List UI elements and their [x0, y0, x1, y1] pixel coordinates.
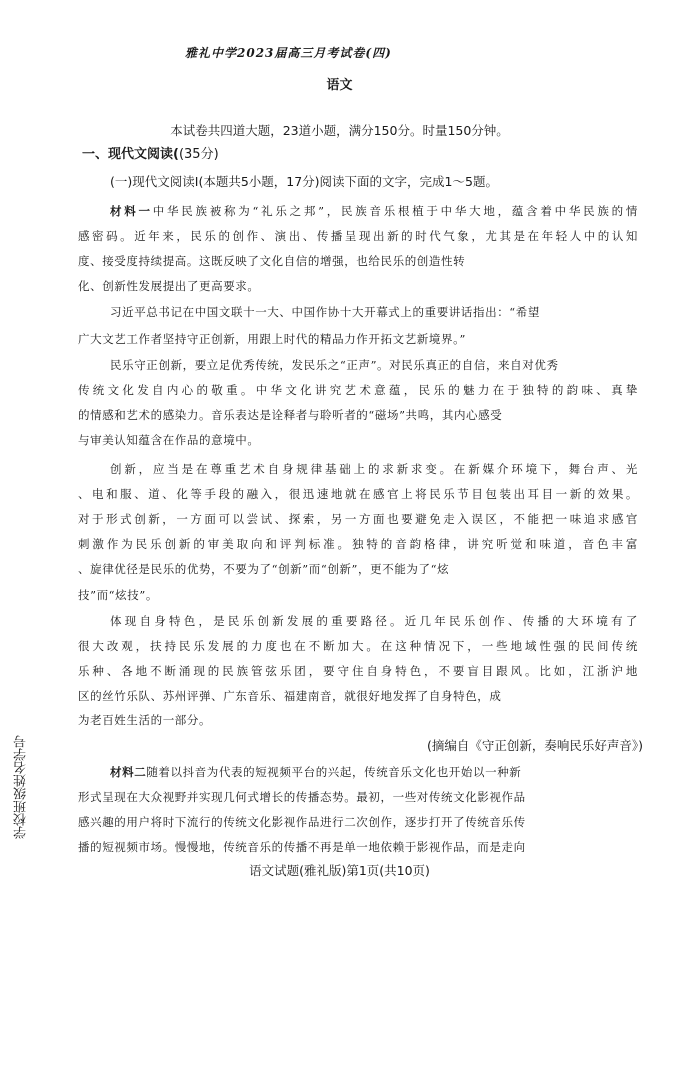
page-footer: 语文试题(雅礼版)第1页(共10页) [249, 863, 430, 878]
material1-line: 技”而“炫技”。 [78, 588, 158, 602]
material1-line: 传统文化发自内心的敬重。中华文化讲究艺术意蕴，民乐的魅力在于独特的韵味、真挚 [78, 383, 638, 397]
material1-line: 感密码。近年来，民乐的创作、演出、传播呈现出新的时代气象，尤其是在年轻人中的认知 [78, 229, 638, 243]
material1-line: 、电和服、道、化等手段的融入，很迅速地就在感官上将民乐节目包装出耳目一新的效果。 [78, 487, 638, 501]
material1-line: 民乐守正创新，要立足优秀传统，发民乐之“正声”。对民乐真正的自信，来自对优秀 [110, 358, 559, 372]
material1-line: 广大文艺工作者坚持守正创新，用跟上时代的精品力作开拓文艺新境界。” [78, 332, 466, 346]
material2-line: 形式呈现在大众视野并实现几何式增长的传播态势。最初，一些对传统文化影视作品 [78, 790, 526, 804]
material1-line: 度、接受度持续提高。这既反映了文化自信的增强，也给民乐的创造性转 [78, 254, 466, 268]
material1-line: 对于形式创新，一方面可以尝试、探索，另一方面也要避免走入误区，不能把一味追求感官 [78, 512, 638, 526]
material2-label: 材料二 [110, 765, 147, 779]
material1-line: 的情感和艺术的感染力。音乐表达是诠释者与聆听者的“磁场”共鸣，其内心感受 [78, 408, 503, 422]
section-points: (35分) [178, 147, 219, 162]
material2-line: 感兴趣的用户将时下流行的传统文化影视作品进行二次创作，逐步打开了传统音乐传 [78, 815, 526, 829]
material1-line: 习近平总书记在中国文联十一大、中国作协十大开幕式上的重要讲话指出：“希望 [110, 305, 540, 319]
material1-label: 材料一 [110, 204, 153, 218]
material1-line: 、旋律优径是民乐的优势，不要为了“创新”而“创新”，更不能为了“炫 [78, 562, 450, 576]
material1-line: 体现自身特色，是民乐创新发展的重要路径。近几年民乐创作、传播的大环境有了 [110, 614, 638, 628]
source-note: (摘编自《守正创新，奏响民乐好声音》) [426, 738, 643, 753]
material1-line: 材料一中华民族被称为“礼乐之邦”，民族音乐根植于中华大地，蕴含着中华民族的情 [110, 204, 638, 218]
material1-line: 区的丝竹乐队、苏州评弹、广东音乐、福建南音，就很好地发挥了自身特色，成 [78, 689, 502, 703]
material1-line: 化、创新性发展提出了更高要求。 [78, 279, 260, 293]
binding-margin-label: 学校班级姓名学号 [14, 735, 29, 839]
subject-title: 语文 [326, 78, 353, 93]
material1-line: 创新，应当是在尊重艺术自身规律基础上的求新求变。在新媒介环境下，舞台声、光 [110, 462, 638, 476]
subsection-heading: (一)现代文阅读Ⅰ(本题共5小题，17分)阅读下面的文字，完成1～5题。 [110, 174, 498, 189]
exam-info: 本试卷共四道大题，23道小题，满分150分。时量150分钟。 [170, 123, 509, 138]
material1-line: 很大改观，扶持民乐发展的力度也在不断加大。在这种情况下，一些地域性强的民间传统 [78, 639, 638, 653]
section-title: 一、现代文阅读( [82, 147, 179, 162]
school-title: 雅礼中学2023届高三月考试卷(四) [185, 46, 392, 60]
material2-line: 播的短视频市场。慢慢地，传统音乐的传播不再是单一地依赖于影视作品，而是走向 [78, 840, 526, 854]
material1-line: 刺激作为民乐创新的审美取向和评判标准。独特的音韵格律，讲究听觉和味道，音色丰富 [78, 537, 638, 551]
material2-line: 材料二随着以抖音为代表的短视频平台的兴起，传统音乐文化也开始以一种新 [110, 765, 522, 779]
material1-line: 与审美认知蕴含在作品的意境中。 [78, 433, 260, 447]
section-heading [82, 143, 219, 162]
material1-line: 为老百姓生活的一部分。 [78, 713, 212, 727]
material1-line: 乐种、各地不断涌现的民族管弦乐团，要守住自身特色，不要盲目跟风。比如，江浙沪地 [78, 664, 638, 678]
